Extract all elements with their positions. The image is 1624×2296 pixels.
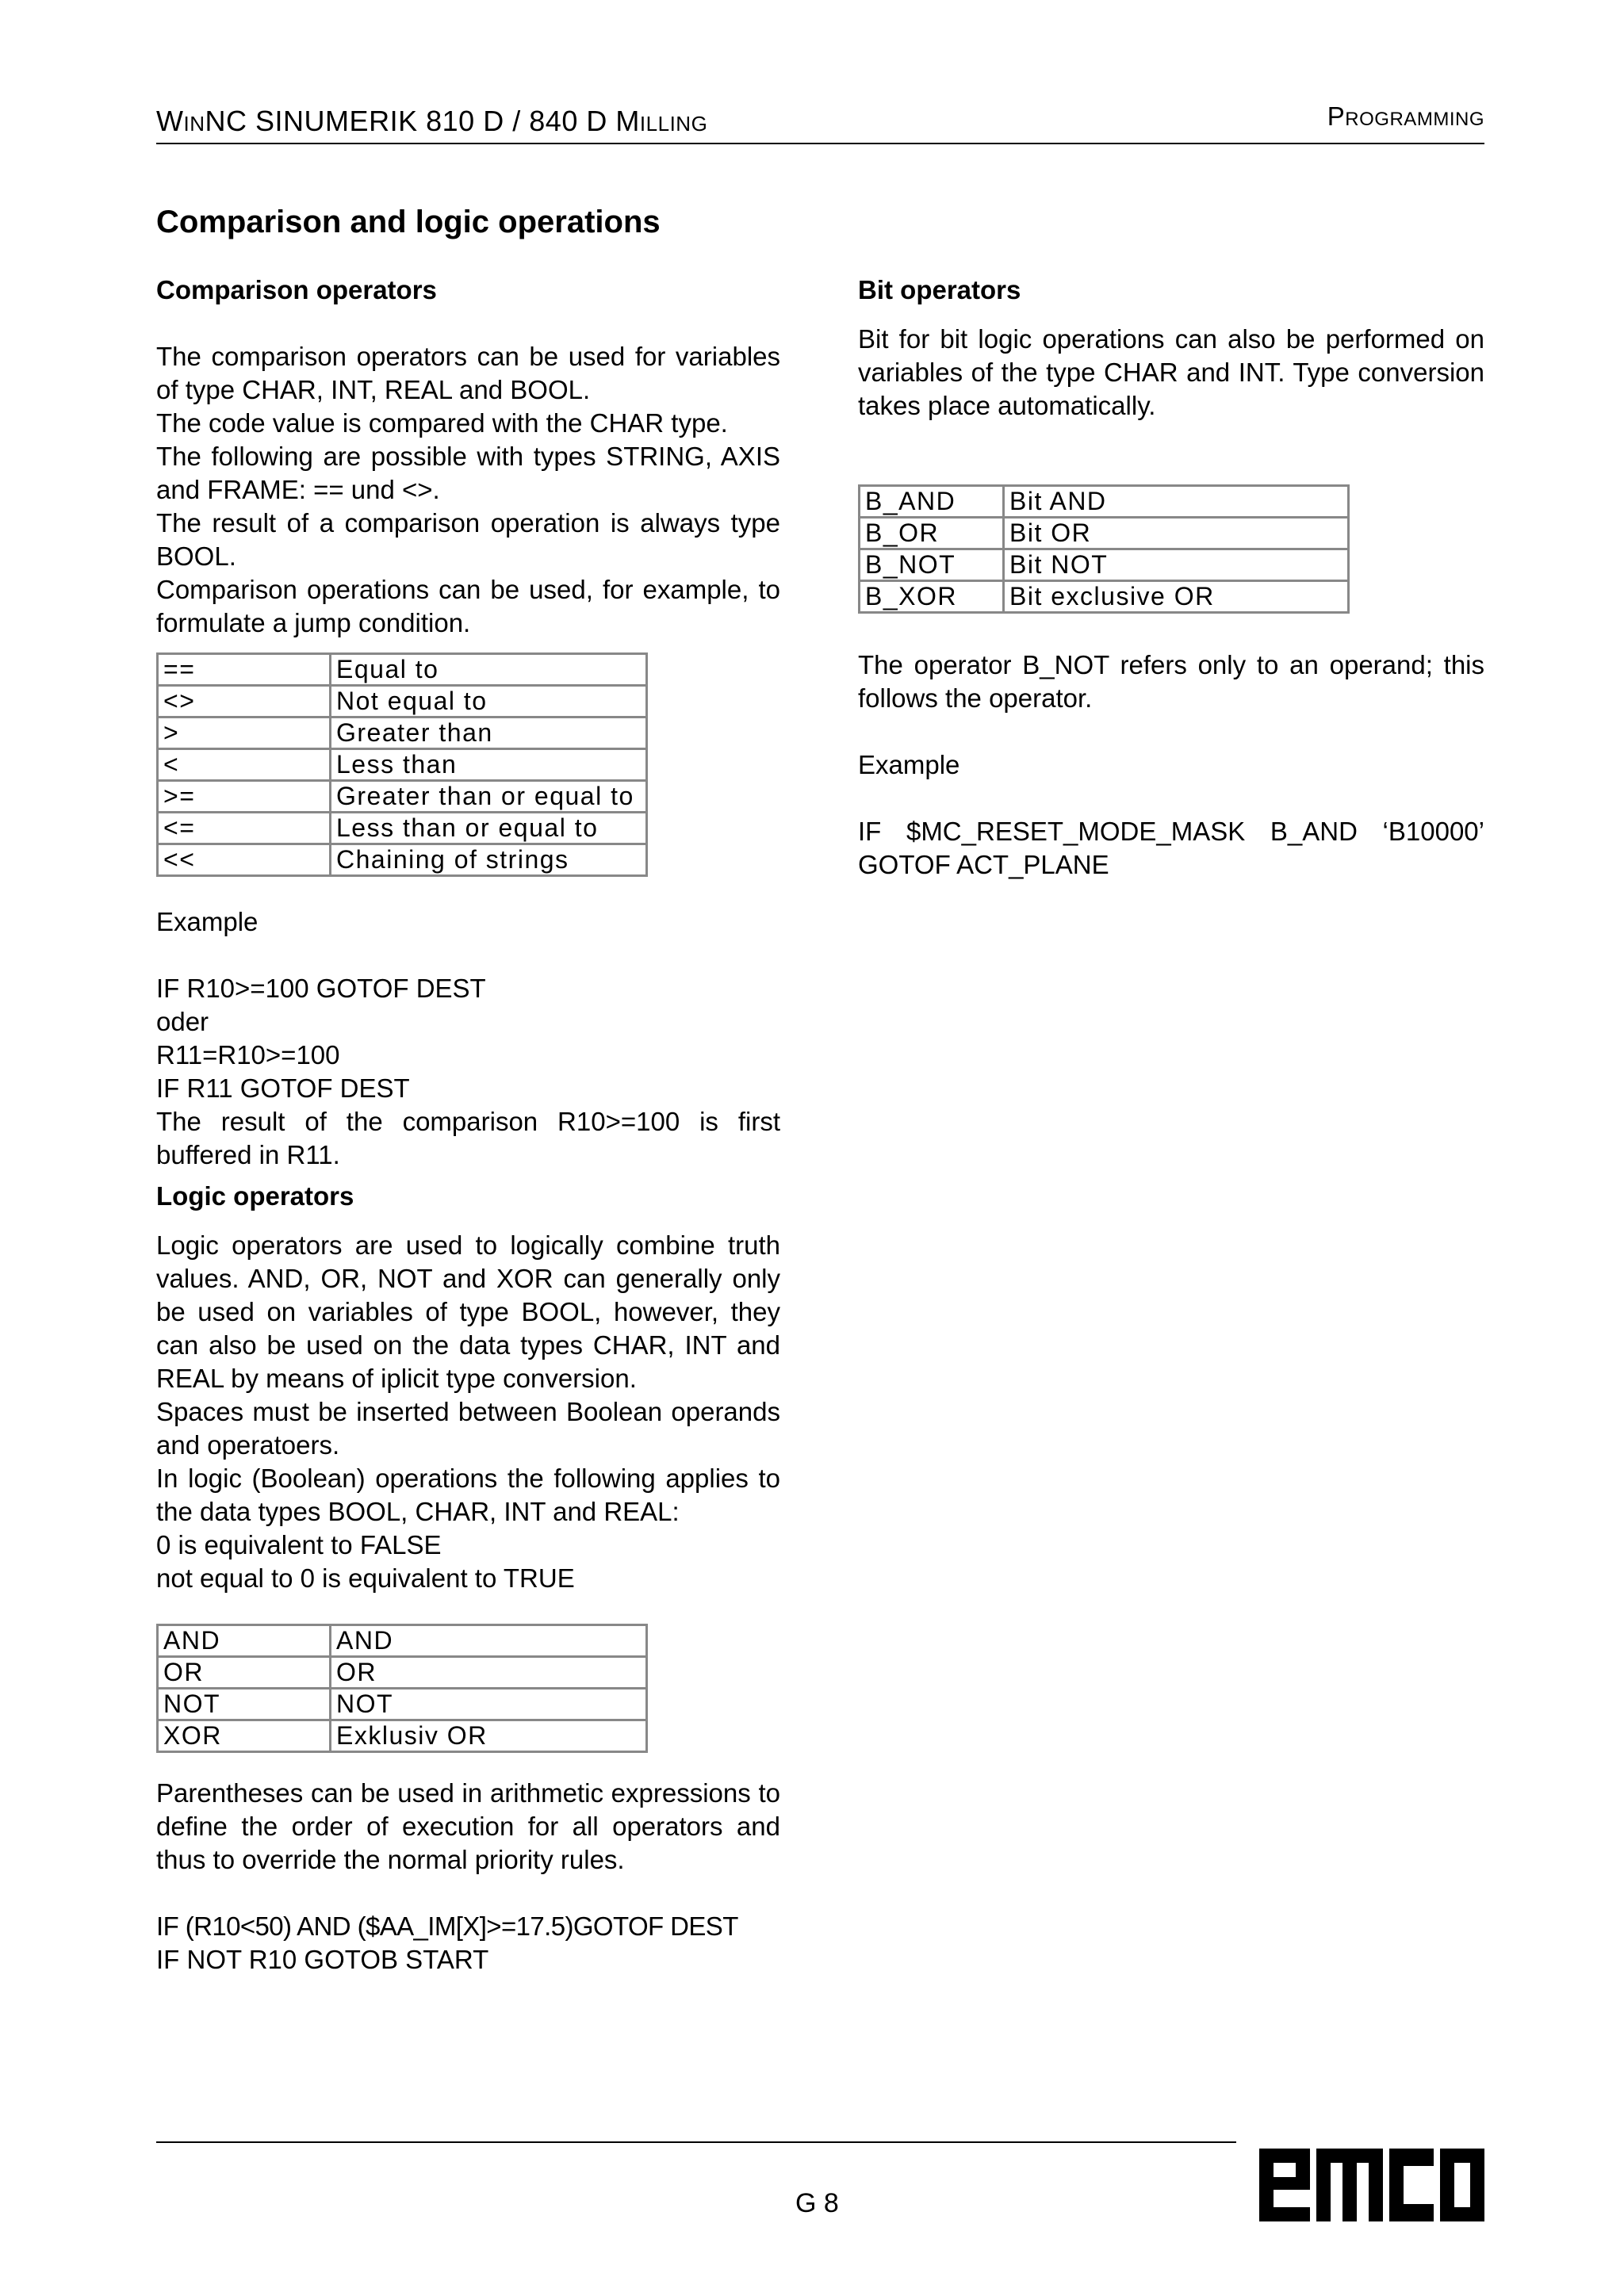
meaning-cell: Bit OR bbox=[1004, 518, 1349, 549]
table-row bbox=[158, 718, 647, 749]
logic-line: not equal to 0 is equivalent to TRUE bbox=[156, 1563, 575, 1593]
meaning-cell: OR bbox=[331, 1657, 647, 1689]
meaning-cell: Bit exclusive OR bbox=[1004, 581, 1349, 613]
table-row bbox=[158, 1689, 647, 1720]
operator-cell: << bbox=[158, 844, 331, 876]
operator-cell: <= bbox=[158, 813, 331, 844]
comparison-line: The code value is compared with the CHAR type. bbox=[156, 408, 728, 438]
meaning-cell: Chaining of strings bbox=[331, 844, 647, 876]
code-line: oder bbox=[156, 1007, 209, 1036]
operator-cell: B_NOT bbox=[860, 549, 1004, 581]
code-line: IF R10>=100 GOTOF DEST bbox=[156, 974, 486, 1003]
bit-example-label: Example bbox=[858, 750, 960, 779]
comparison-line: The comparison operators can be used for variables of type CHAR, INT, REAL and BOOL. bbox=[156, 342, 780, 404]
operator-cell: XOR bbox=[158, 1720, 331, 1752]
table-row bbox=[158, 1625, 647, 1657]
logic-text bbox=[156, 1229, 780, 1595]
logic-line: In logic (Boolean) operations the following applies to the data types BOOL, CHAR, INT and REAL: bbox=[156, 1464, 780, 1526]
bit-note: The operator B_NOT refers only to an operand; this follows the operator. bbox=[858, 650, 1484, 713]
operator-cell: B_AND bbox=[860, 486, 1004, 518]
logic-operator-table bbox=[156, 1624, 648, 1753]
bit-operator-table bbox=[858, 484, 1350, 614]
logic-heading: Logic operators bbox=[156, 1181, 354, 1211]
operator-cell: AND bbox=[158, 1625, 331, 1657]
left-column bbox=[156, 274, 780, 1976]
comparison-text bbox=[156, 340, 780, 640]
table-row bbox=[158, 813, 647, 844]
page-title: Comparison and logic operations bbox=[156, 205, 661, 239]
bit-heading: Bit operators bbox=[858, 275, 1021, 304]
comparison-example-code bbox=[156, 972, 780, 1172]
operator-cell: < bbox=[158, 749, 331, 781]
operator-cell: NOT bbox=[158, 1689, 331, 1720]
meaning-cell: Equal to bbox=[331, 654, 647, 686]
operator-cell: <> bbox=[158, 686, 331, 718]
meaning-cell: Greater than or equal to bbox=[331, 781, 647, 813]
meaning-cell: Bit NOT bbox=[1004, 549, 1349, 581]
operator-cell: B_OR bbox=[860, 518, 1004, 549]
header-rule bbox=[156, 143, 1484, 144]
bit-example-code: IF $MC_RESET_MODE_MASK B_AND ‘B10000’ GOTOF ACT_PLANE bbox=[858, 817, 1484, 879]
comparison-example-label: Example bbox=[156, 907, 259, 936]
page-number: G 8 bbox=[795, 2188, 839, 2218]
comparison-line: Comparison operations can be used, for example, to formulate a jump condition. bbox=[156, 575, 780, 637]
logic-line: 0 is equivalent to FALSE bbox=[156, 1530, 442, 1559]
table-row bbox=[860, 486, 1349, 518]
table-row bbox=[158, 654, 647, 686]
header-left-title bbox=[156, 105, 707, 138]
code-line: IF (R10<50) AND ($AA_IM[X]>=17.5)GOTOF DEST bbox=[156, 1911, 738, 1941]
comparison-operator-table bbox=[156, 652, 648, 877]
meaning-cell: Less than or equal to bbox=[331, 813, 647, 844]
comparison-example-note: The result of the comparison R10>=100 is first buffered in R11. bbox=[156, 1107, 780, 1169]
parentheses-text: Parentheses can be used in arithmetic expressions to define the order of execution for all operators and thus to override the normal priority rules. bbox=[156, 1778, 780, 1874]
table-row bbox=[860, 549, 1349, 581]
operator-cell: OR bbox=[158, 1657, 331, 1689]
operator-cell: B_XOR bbox=[860, 581, 1004, 613]
emco-logo bbox=[1259, 2149, 1484, 2221]
meaning-cell: Greater than bbox=[331, 718, 647, 749]
code-line: R11=R10>=100 bbox=[156, 1040, 340, 1070]
meaning-cell: Less than bbox=[331, 749, 647, 781]
header-right-title bbox=[1327, 101, 1484, 132]
meaning-cell: NOT bbox=[331, 1689, 647, 1720]
right-column bbox=[858, 274, 1484, 882]
operator-cell: >= bbox=[158, 781, 331, 813]
meaning-cell: AND bbox=[331, 1625, 647, 1657]
logic-line: Logic operators are used to logically combine truth values. AND, OR, NOT and XOR can generally only be used on variables of type BOOL, however, they can also be used on the data types CHAR, INT and REAL by means of iplicit type conversion. bbox=[156, 1230, 780, 1393]
code-line: IF NOT R10 GOTOB START bbox=[156, 1945, 489, 1974]
logic-example-code bbox=[156, 1910, 780, 1976]
comparison-heading: Comparison operators bbox=[156, 275, 437, 304]
table-row bbox=[158, 686, 647, 718]
footer-rule bbox=[156, 2141, 1236, 2143]
table-row bbox=[158, 1657, 647, 1689]
meaning-cell: Bit AND bbox=[1004, 486, 1349, 518]
header-section-text: PROGRAMMING bbox=[1327, 101, 1484, 131]
comparison-line: The result of a comparison operation is always type BOOL. bbox=[156, 508, 780, 571]
header-title-text: WINNC SINUMERIK 810 D / 840 D MILLING bbox=[156, 105, 708, 137]
operator-cell: > bbox=[158, 718, 331, 749]
operator-cell: == bbox=[158, 654, 331, 686]
meaning-cell: Not equal to bbox=[331, 686, 647, 718]
table-row bbox=[158, 749, 647, 781]
table-row bbox=[860, 518, 1349, 549]
code-line: IF R11 GOTOF DEST bbox=[156, 1073, 410, 1103]
meaning-cell: Exklusiv OR bbox=[331, 1720, 647, 1752]
table-row bbox=[158, 1720, 647, 1752]
table-row bbox=[860, 581, 1349, 613]
logic-line: Spaces must be inserted between Boolean operands and operatoers. bbox=[156, 1397, 780, 1460]
comparison-line: The following are possible with types STRING, AXIS and FRAME: == und <>. bbox=[156, 442, 780, 504]
table-row bbox=[158, 844, 647, 876]
table-row bbox=[158, 781, 647, 813]
bit-intro: Bit for bit logic operations can also be performed on variables of the type CHAR and INT. Type conversion takes place automatically. bbox=[858, 324, 1484, 420]
